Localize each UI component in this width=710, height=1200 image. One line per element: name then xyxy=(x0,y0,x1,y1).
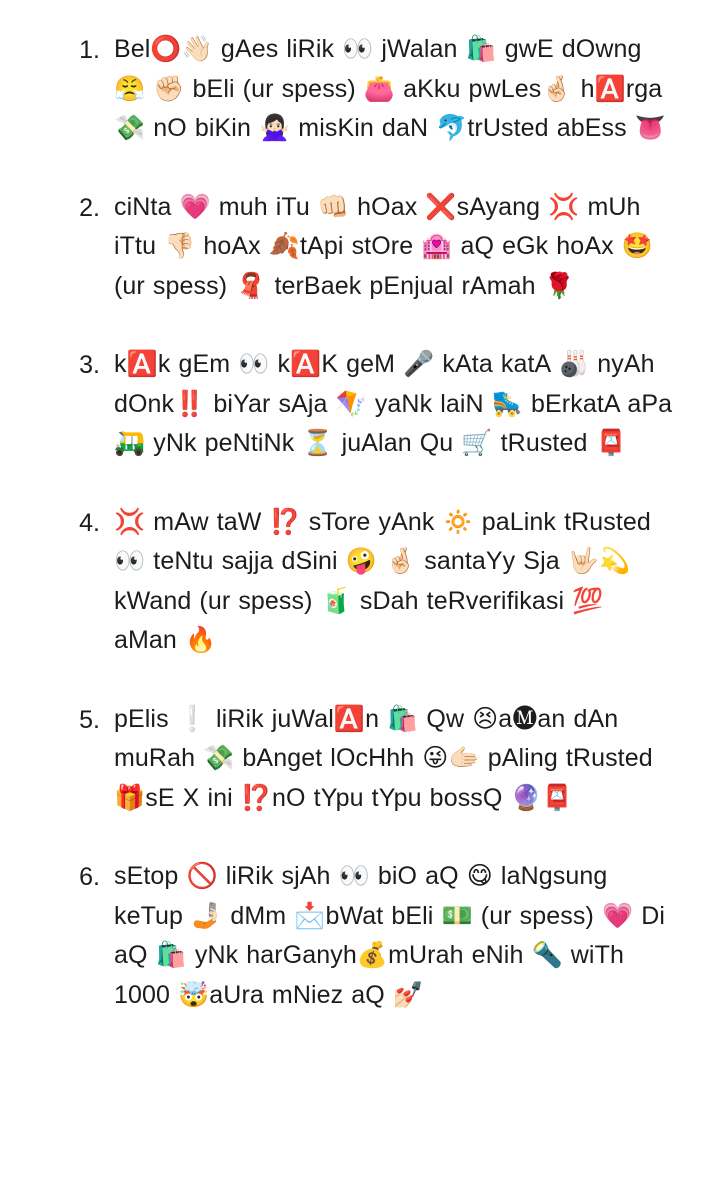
list-number: 1. xyxy=(79,36,100,64)
list-number: 3. xyxy=(79,351,100,379)
list-item-text: ciNta 💗 muh iTu 👊🏻 hOax ❌sAyang 💢 mUh iTtu 👎🏻 hoAx 🍂tApi stOre 🏩 aQ eGk hoAx 🤩(ur spess) 🧣 terBaek pEnjual rAmah 🌹 xyxy=(114,192,653,300)
list-item-5 xyxy=(0,700,710,819)
list-number: 2. xyxy=(79,193,100,222)
list-item-text: Bel⭕👋🏻 gAes liRik 👀 jWalan 🛍️ gwE dOwng 😤 ✊🏻 bEli (ur spess) 👛 aKku pwLes🤞🏻 h🅰️rga 💸 nO biKin 🙅🏻‍♀️ misKin daN 🐬trUsted abEss 👅 xyxy=(114,35,666,142)
list-item-text: k🅰️k gEm 👀 k🅰️K geM 🎤 kAta katA 🎳 nyAh dOnk‼️ biYar sAja 🪁 yaNk laiN 🛼 bErkatA aPa 🛺 yNk peNtiNk ⏳ juAlan Qu 🛒 tRusted 📮 xyxy=(114,350,673,457)
list-number: 6. xyxy=(79,863,100,891)
list-number: 4. xyxy=(79,508,100,537)
list-item-4 xyxy=(0,503,710,661)
list-item-3 xyxy=(0,345,710,464)
list-number: 5. xyxy=(79,705,100,734)
list-item-2 xyxy=(0,188,710,307)
list-item-6 xyxy=(0,857,710,1015)
list-item-text: pElis ❕ liRik juWal🅰️n 🛍️ Qw 😣a🅜an dAn muRah 💸 bAnget lOcHhh 😜🫱🏻 pAling tRusted 🎁sE X ini ⁉️nO tYpu tYpu bossQ 🔮📮 xyxy=(114,704,653,812)
list-item-1 xyxy=(0,30,710,149)
list-item-text: 💢 mAw taW ⁉️ sTore yAnk 🔅 paLink tRusted 👀 teNtu sajja dSini 🤪 🤞🏻 santaYy Sja 🤟🏻💫 kWand (ur spess) 🧃 sDah teRverifikasi 💯 aMan 🔥 xyxy=(114,507,651,654)
list-item-text: sEtop 🚫 liRik sjAh 👀 biO aQ 😋 laNgsung keTup 🤳🏻 dMm 📩bWat bEli 💵 (ur spess) 💗 Di aQ 🛍️ yNk harGanyh💰mUrah eNih 🔦 wiTh 1000 🤯aUra mNiez aQ 💅🏻 xyxy=(114,862,666,1009)
